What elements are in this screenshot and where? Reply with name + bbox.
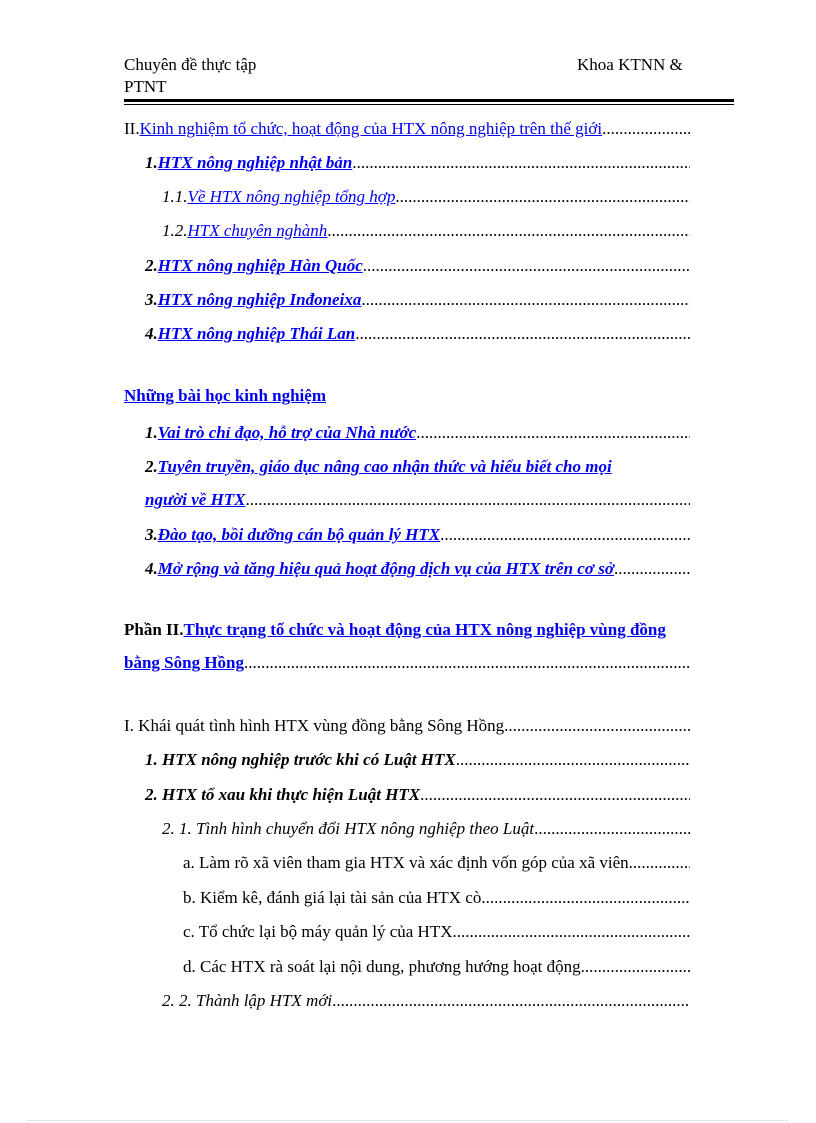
toc-prefix: Phần II. — [124, 620, 184, 639]
toc-prefix: 1. — [145, 423, 158, 442]
toc-text: 1. HTX nông nghiệp trước khi có Luật HTX — [145, 750, 456, 769]
header-left: Chuyên đề thực tập — [124, 55, 257, 74]
toc-leader — [629, 851, 690, 875]
toc-text: 2. 1. Tình hình chuyển đổi HTX nông nghiệp theo Luật — [162, 819, 535, 838]
toc-link[interactable]: bằng Sông Hồng — [124, 653, 244, 672]
toc-text: b. Kiểm kê, đánh giá lại tài sản của HTX cò — [183, 888, 482, 907]
toc-entry[interactable] — [145, 151, 690, 175]
toc-entry[interactable] — [145, 455, 690, 479]
toc-prefix: 4. — [145, 559, 158, 578]
toc-leader — [581, 955, 690, 979]
toc-prefix: II. — [124, 119, 140, 138]
toc-entry[interactable] — [145, 322, 690, 346]
toc-link[interactable]: HTX nông nghiệp nhật bản — [157, 153, 353, 172]
toc-entry[interactable] — [162, 219, 690, 243]
toc-entry[interactable] — [145, 488, 690, 512]
toc-leader — [352, 151, 690, 175]
toc-link[interactable]: HTX nông nghiệp Hàn Quốc — [157, 256, 363, 275]
toc-prefix: 1.1. — [162, 187, 188, 206]
toc-leader — [614, 557, 690, 581]
toc-leader — [416, 421, 690, 445]
toc-link[interactable]: HTX nông nghiệp Inđoneixa — [157, 290, 362, 309]
toc-entry[interactable] — [145, 288, 690, 312]
toc-leader — [395, 185, 690, 209]
toc-leader — [244, 651, 690, 675]
toc-leader — [361, 288, 690, 312]
toc-prefix: 4. — [145, 324, 158, 343]
toc-section-heading[interactable] — [124, 384, 690, 408]
toc-leader — [332, 989, 690, 1013]
toc-text: 2. 2. Thành lập HTX mới — [162, 991, 333, 1010]
toc-text: d. Các HTX rà soát lại nội dung, phương hướng hoạt động — [183, 957, 581, 976]
toc-entry[interactable] — [183, 886, 690, 910]
toc-prefix: 1. — [145, 153, 158, 172]
toc-text: a. Làm rõ xã viên tham gia HTX và xác định vốn góp của xã viên — [183, 853, 629, 872]
toc-leader — [534, 817, 690, 841]
toc-text: c. Tổ chức lại bộ máy quản lý của HTX — [183, 922, 453, 941]
toc-entry[interactable] — [145, 557, 690, 581]
toc-entry[interactable] — [124, 651, 690, 675]
toc-part-heading[interactable] — [124, 618, 740, 642]
header-continuation: PTNT — [124, 77, 167, 96]
toc-entry[interactable] — [162, 817, 690, 841]
toc-entry[interactable] — [162, 185, 690, 209]
toc-leader — [246, 488, 690, 512]
toc-entry[interactable] — [145, 783, 690, 807]
toc-link[interactable]: Mở rộng và tăng hiệu quả hoạt động dịch vụ của HTX trên cơ sở — [157, 559, 614, 578]
toc-entry[interactable] — [145, 523, 690, 547]
toc-prefix: 3. — [145, 290, 158, 309]
toc-entry[interactable] — [183, 851, 690, 875]
toc-entry[interactable] — [145, 748, 690, 772]
toc-prefix: 3. — [145, 525, 158, 544]
toc-link[interactable]: Đào tạo, bồi dưỡng cán bộ quản lý HTX — [157, 525, 441, 544]
toc-text: I. Khái quát tình hình HTX vùng đồng bằng Sông Hồng — [124, 716, 505, 735]
toc-leader — [440, 523, 690, 547]
header-right: Khoa KTNN & — [577, 55, 683, 74]
header-rule-thin — [124, 104, 734, 105]
toc-leader — [481, 886, 690, 910]
toc-link[interactable]: Kinh nghiệm tổ chức, hoạt động của HTX nông nghiệp trên thế giới — [139, 119, 603, 138]
toc-leader — [420, 783, 690, 807]
toc-link[interactable]: HTX nông nghiệp Thái Lan — [157, 324, 356, 343]
toc-prefix: 2. — [145, 457, 158, 476]
toc-link[interactable]: Những bài học kinh nghiệm — [124, 386, 326, 405]
toc-link[interactable]: Thực trạng tổ chức và hoạt động của HTX nông nghiệp vùng đồng — [183, 620, 666, 639]
toc-entry[interactable] — [183, 920, 690, 944]
toc-prefix: 1.2. — [162, 221, 188, 240]
toc-prefix: 2. — [145, 256, 158, 275]
toc-leader — [602, 117, 690, 141]
toc-link[interactable]: Tuyên truyền, giáo dục nâng cao nhận thức và hiểu biết cho mọi — [157, 457, 612, 476]
toc-text: 2. HTX tổ xau khi thực hiện Luật HTX — [145, 785, 421, 804]
toc-leader — [504, 714, 690, 738]
toc-leader — [456, 748, 690, 772]
toc-entry[interactable] — [162, 989, 690, 1013]
toc-leader — [453, 920, 691, 944]
toc-entry[interactable] — [145, 421, 690, 445]
toc-link[interactable]: Về HTX nông nghiệp tổng hợp — [187, 187, 396, 206]
toc-link[interactable]: HTX chuyên nghành — [187, 221, 328, 240]
toc-entry[interactable] — [183, 955, 690, 979]
toc-leader — [327, 219, 690, 243]
toc-link[interactable]: người về HTX — [145, 490, 246, 509]
header-rule-thick — [124, 99, 734, 102]
toc-entry[interactable] — [124, 117, 690, 141]
toc-link[interactable]: Vai trò chỉ đạo, hỗ trợ của Nhà nước — [157, 423, 417, 442]
toc-entry[interactable] — [124, 714, 690, 738]
toc-entry[interactable] — [145, 254, 690, 278]
toc-leader — [363, 254, 690, 278]
toc-leader — [355, 322, 690, 346]
page-bottom-divider — [28, 1120, 788, 1121]
